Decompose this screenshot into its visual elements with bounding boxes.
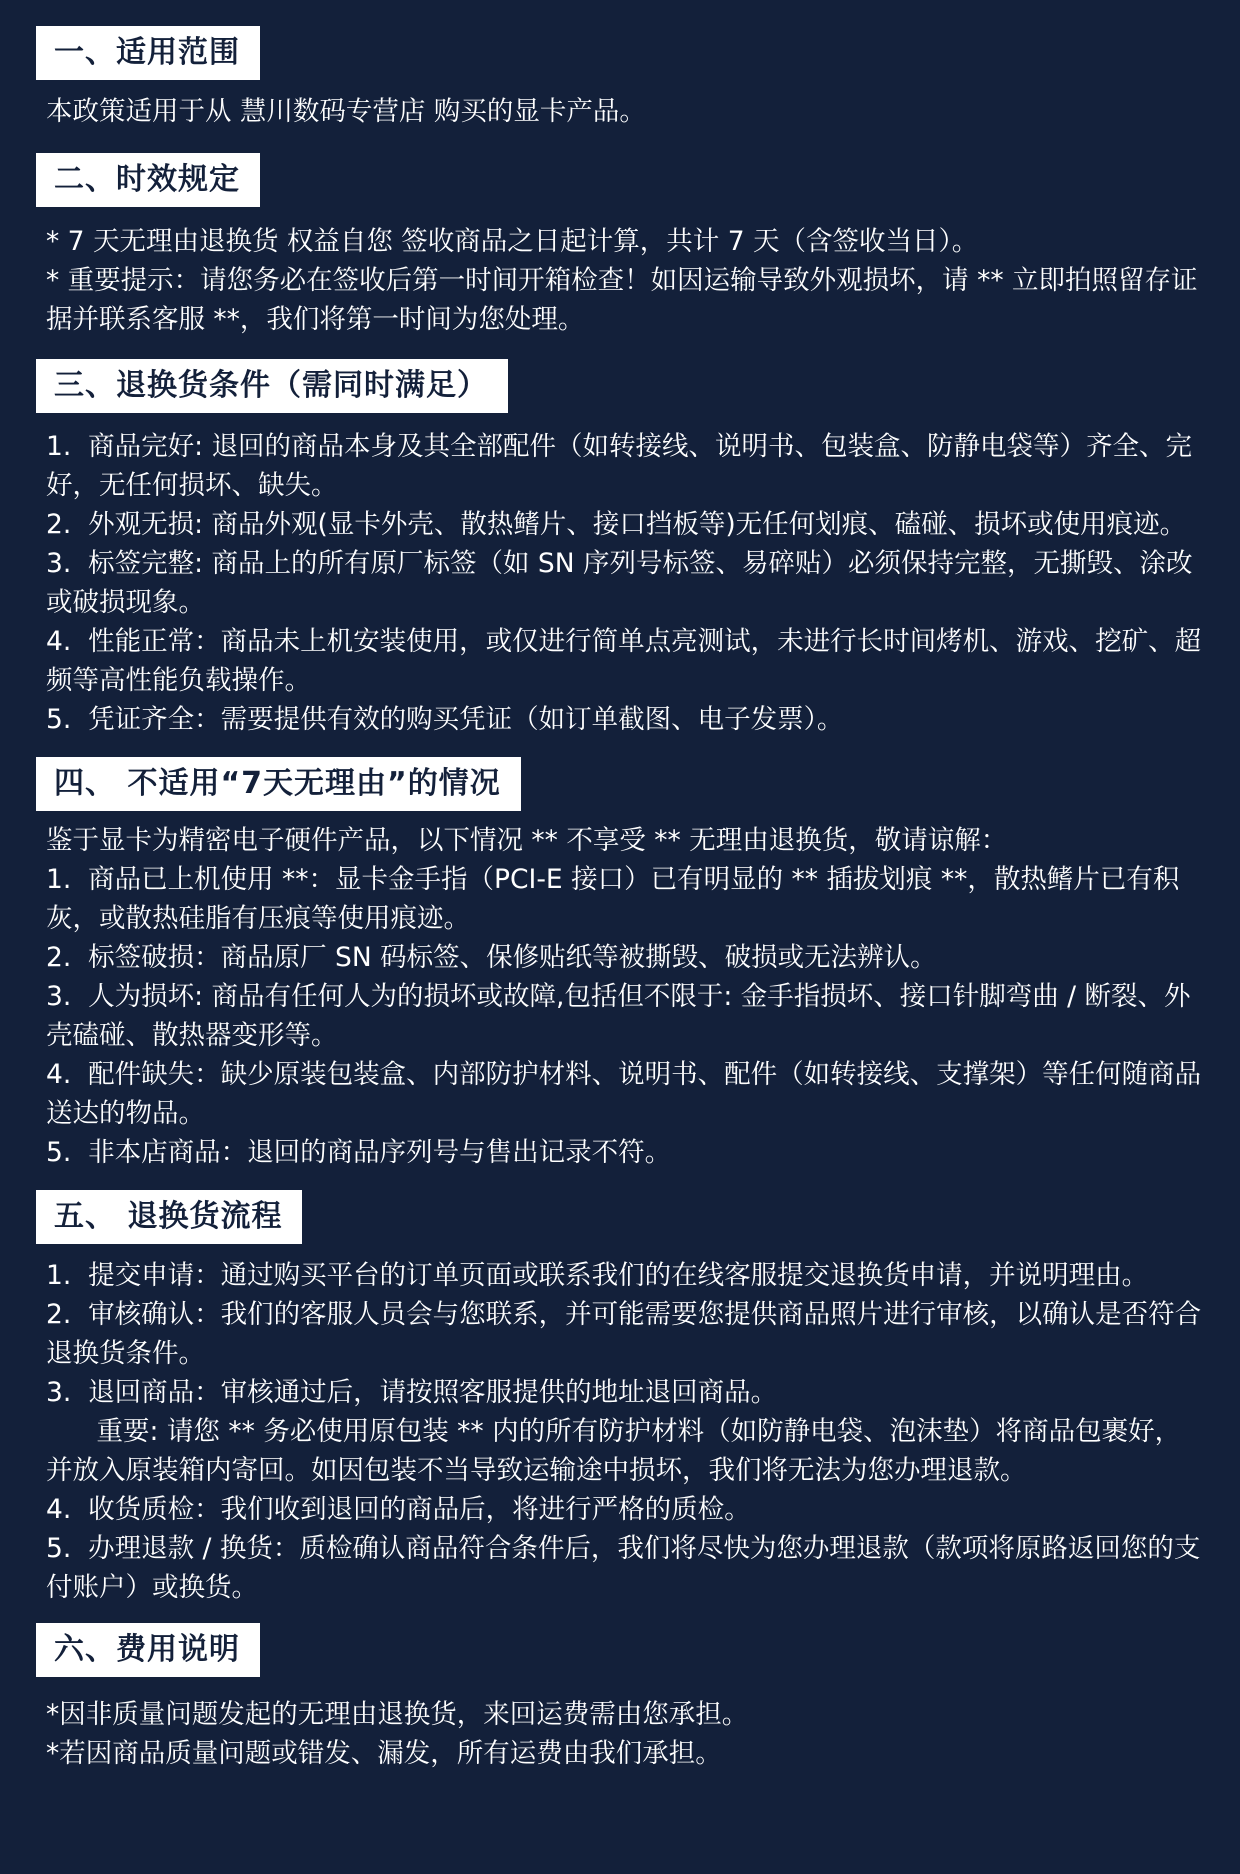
list-item: 1. 商品已上机使用 **：显卡金手指（PCI-E 接口）已有明显的 ** 插拔划痕 **，散热鳍片已有积灰，或散热硅脂有压痕等使用痕迹。 (46, 864, 1180, 934)
section-content-time-limit (36, 222, 1204, 339)
section-heading-return-conditions: 三、退换货条件（需同时满足） (36, 359, 508, 413)
list-item: 3. 人为损坏: 商品有任何人为的损坏或故障,包括但不限于: 金手指损坏、接口针脚弯曲 / 断裂、外壳磕碰、散热器变形等。 (46, 981, 1191, 1051)
paragraph-line: 本政策适用于从 慧川数码专营店 购买的显卡产品。 (46, 96, 646, 127)
list-item: 3. 退回商品：审核通过后，请按照客服提供的地址退回商品。 (46, 1377, 778, 1408)
section-return-process (36, 1190, 1204, 1607)
list-item: 1. 提交申请：通过购买平台的订单页面或联系我们的在线客服提交退换货申请，并说明理由。 (46, 1260, 1149, 1291)
list-item: 4. 收货质检：我们收到退回的商品后，将进行严格的质检。 (46, 1494, 751, 1525)
section-exclusions (36, 757, 1204, 1172)
paragraph-line: *因非质量问题发起的无理由退换货，来回运费需由您承担。 (46, 1699, 749, 1730)
section-scope (36, 26, 1204, 131)
paragraph-line: *若因商品质量问题或错发、漏发，所有运费由我们承担。 (46, 1738, 722, 1769)
list-item: 2. 审核确认：我们的客服人员会与您联系，并可能需要您提供商品照片进行审核，以确认是否符合退换货条件。 (46, 1299, 1202, 1369)
section-content-return-process (36, 1256, 1204, 1607)
list-item: 2. 标签破损：商品原厂 SN 码标签、保修贴纸等被撕毁、破损或无法辨认。 (46, 942, 937, 973)
list-item: 1. 商品完好: 退回的商品本身及其全部配件（如转接线、说明书、包装盒、防静电袋等）齐全、完好，无任何损坏、缺失。 (46, 431, 1192, 501)
paragraph-line: * 7 天无理由退换货 权益自您 签收商品之日起计算，共计 7 天（含签收当日）。 (46, 226, 979, 257)
paragraph-line: 重要: 请您 ** 务必使用原包装 ** 内的所有防护材料（如防静电袋、泡沫垫）将商品包裹好，并放入原装箱内寄回。如因包装不当导致运输途中损坏，我们将无法为您办理退款。 (46, 1416, 1182, 1486)
list-item: 4. 性能正常：商品未上机安装使用，或仅进行简单点亮测试，未进行长时间烤机、游戏、挖矿、超频等高性能负载操作。 (46, 626, 1202, 696)
section-heading-scope: 一、适用范围 (36, 26, 260, 80)
section-content-return-conditions (36, 427, 1204, 739)
section-content-exclusions (36, 821, 1204, 1172)
list-item: 4. 配件缺失：缺少原装包装盒、内部防护材料、说明书、配件（如转接线、支撑架）等任何随商品送达的物品。 (46, 1059, 1202, 1129)
list-item: 5. 凭证齐全：需要提供有效的购买凭证（如订单截图、电子发票）。 (46, 704, 844, 735)
section-time-limit (36, 153, 1204, 339)
section-heading-return-process: 五、 退换货流程 (36, 1190, 302, 1244)
section-fees (36, 1623, 1204, 1773)
section-heading-exclusions: 四、 不适用“7天无理由”的情况 (36, 757, 521, 811)
section-heading-time-limit: 二、时效规定 (36, 153, 260, 207)
section-content-fees (36, 1695, 1204, 1773)
paragraph-line: * 重要提示：请您务必在签收后第一时间开箱检查！如因运输导致外观损坏，请 ** 立即拍照留存证据并联系客服 **，我们将第一时间为您处理。 (46, 265, 1198, 335)
paragraph-line: 鉴于显卡为精密电子硬件产品，以下情况 ** 不享受 ** 无理由退换货，敬请谅解： (46, 825, 1008, 856)
list-item: 3. 标签完整: 商品上的所有原厂标签（如 SN 序列号标签、易碎贴）必须保持完整，无撕毁、涂改或破损现象。 (46, 548, 1193, 618)
section-heading-fees: 六、费用说明 (36, 1623, 260, 1677)
section-return-conditions (36, 359, 1204, 739)
list-item: 5. 办理退款 / 换货：质检确认商品符合条件后，我们将尽快为您办理退款（款项将原路返回您的支付账户）或换货。 (46, 1533, 1201, 1603)
list-item: 2. 外观无损: 商品外观(显卡外壳、散热鳍片、接口挡板等)无任何划痕、磕碰、损坏或使用痕迹。 (46, 509, 1187, 540)
section-content-scope (36, 92, 1204, 131)
list-item: 5. 非本店商品：退回的商品序列号与售出记录不符。 (46, 1137, 672, 1168)
